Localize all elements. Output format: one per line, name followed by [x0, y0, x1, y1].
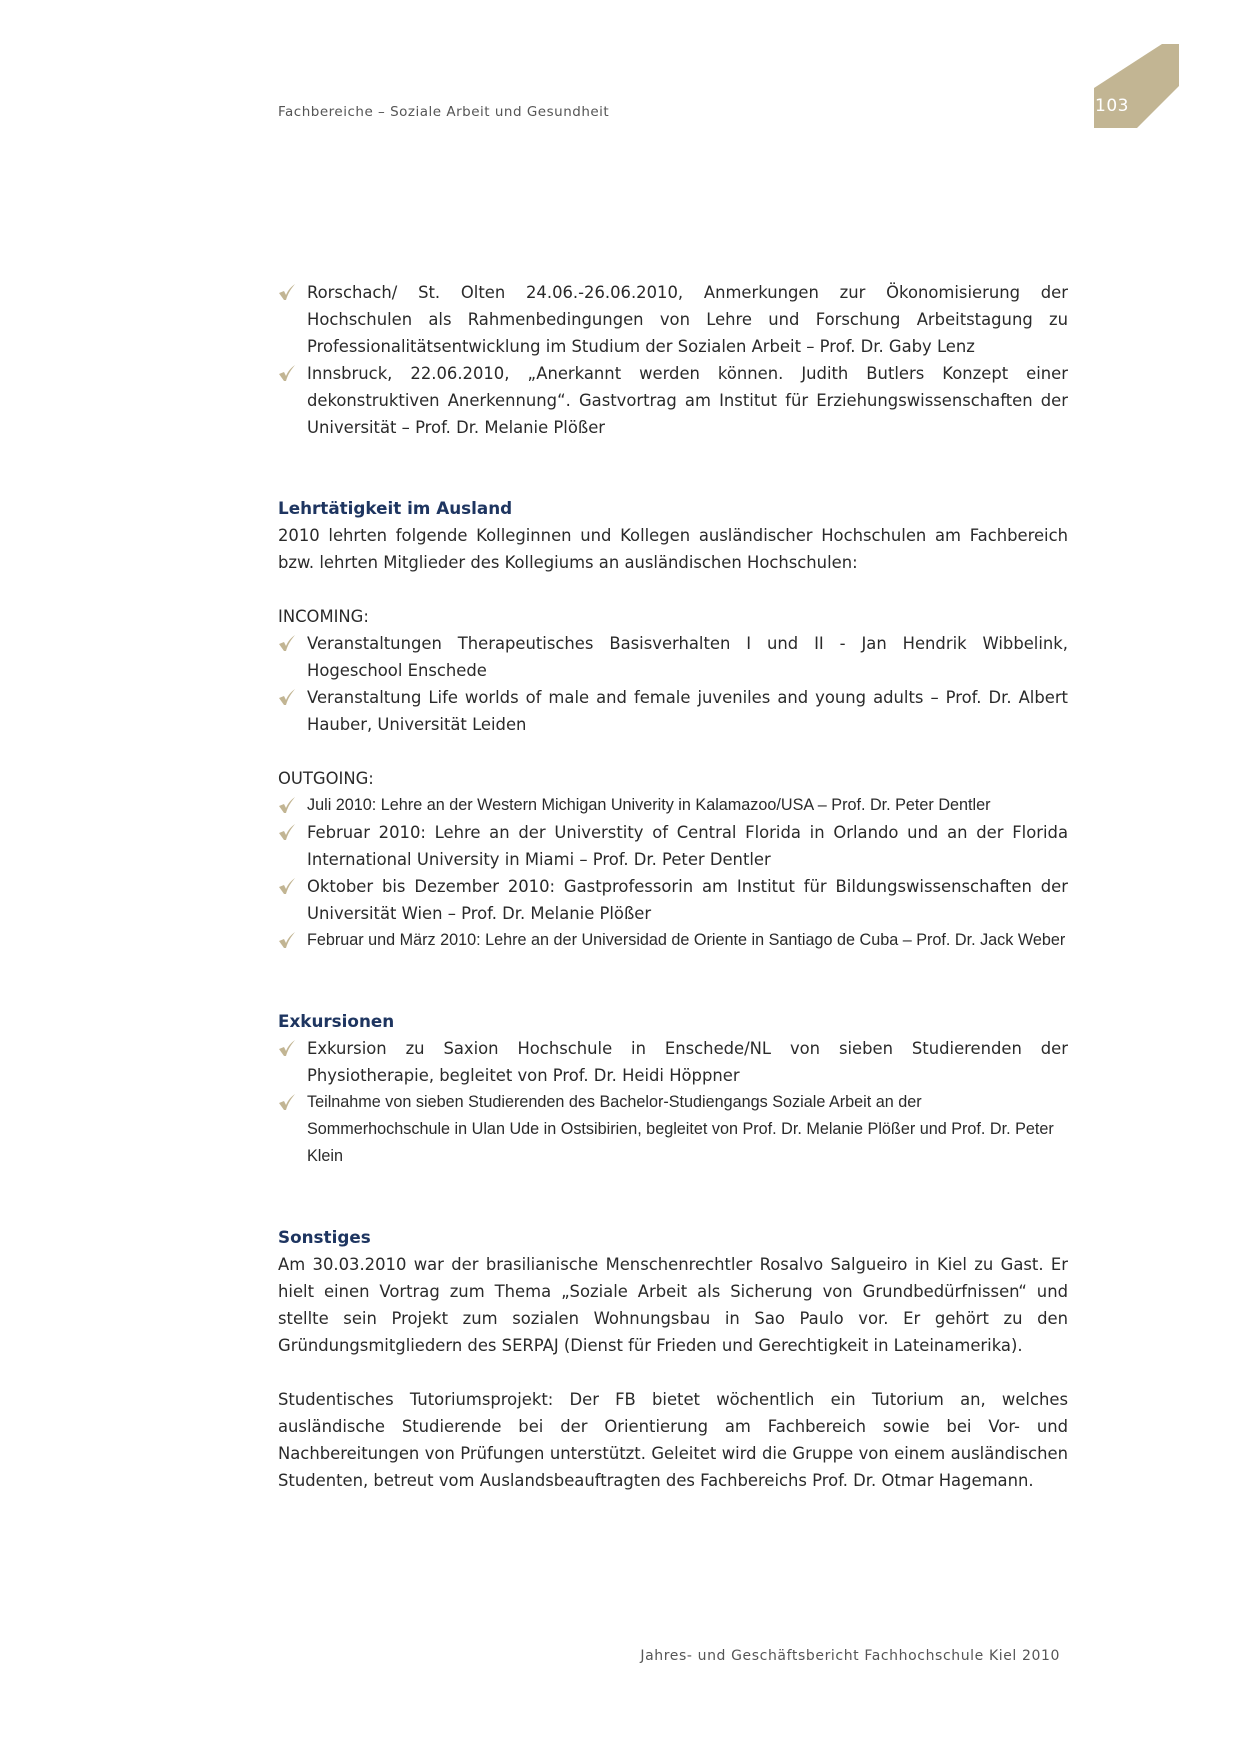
checkmark-bullet-icon [278, 1040, 295, 1056]
sonstiges-paragraph-1: Am 30.03.2010 war der brasilianische Menschenrechtler Rosalvo Salgueiro in Kiel zu Gast. Er hielt einen Vortrag zum Thema „Soziale Arbeit als Sicherung von Grundbedürfnissen“ und stellte sein Projekt zum sozialen Wohnungsbau in Sao Paulo vor. Er gehört zu den Gründungsmitgliedern des SERPAJ (Dienst für Frieden und Gerechtigkeit in Lateinamerika). [278, 1255, 1068, 1355]
list-item: Veranstaltungen Therapeutisches Basisverhalten I und II - Jan Hendrik Wibbelink, Hogeschool Enschede [278, 630, 1068, 684]
outgoing-list [278, 792, 1068, 954]
checkmark-bullet-icon [278, 284, 295, 300]
checkmark-bullet-icon [278, 932, 295, 948]
incoming-label: INCOMING: [278, 607, 369, 626]
list-item: Rorschach/ St. Olten 24.06.-26.06.2010, Anmerkungen zur Ökonomisierung der Hochschulen als Rahmenbedingungen von Lehre und Forschung Arbeitstagung zu Professionalitätsentwicklung im Studium der Sozialen Arbeit – Prof. Dr. Gaby Lenz [278, 279, 1068, 360]
page-footer: Jahres- und Geschäftsbericht Fachhochschule Kiel 2010 [640, 1648, 1060, 1664]
checkmark-bullet-icon [278, 635, 295, 651]
intro-list [278, 279, 1068, 441]
list-item: Februar und März 2010: Lehre an der Universidad de Oriente in Santiago de Cuba – Prof. Dr. Jack Weber [278, 927, 1068, 954]
checkmark-bullet-icon [278, 689, 295, 705]
incoming-list [278, 630, 1068, 738]
checkmark-bullet-icon [278, 878, 295, 894]
list-item: Februar 2010: Lehre an der Universtity of Central Florida in Orlando und an der Florida International University in Miami – Prof. Dr. Peter Dentler [278, 819, 1068, 873]
list-item: Innsbruck, 22.06.2010, „Anerkannt werden können. Judith Butlers Konzept einer dekonstruktiven Anerkennung“. Gastvortrag am Institut für Erziehungswissenschaften der Universität – Prof. Dr. Melanie Plößer [278, 360, 1068, 441]
exkursionen-list [278, 1035, 1068, 1170]
section-title-lehrtaetigkeit: Lehrtätigkeit im Ausland [278, 498, 513, 518]
list-item: Teilnahme von sieben Studierenden des Bachelor-Studiengangs Soziale Arbeit an der Sommerhochschule in Ulan Ude in Ostsibirien, begleitet von Prof. Dr. Melanie Plößer und Prof. Dr. Peter Klein [278, 1089, 1068, 1170]
section-title-sonstiges: Sonstiges [278, 1227, 371, 1247]
list-item: Juli 2010: Lehre an der Western Michigan Univerity in Kalamazoo/USA – Prof. Dr. Peter Dentler [278, 792, 1068, 819]
list-item: Exkursion zu Saxion Hochschule in Enschede/NL von sieben Studierenden der Physiotherapie, begleitet von Prof. Dr. Heidi Höppner [278, 1035, 1068, 1089]
outgoing-label: OUTGOING: [278, 769, 374, 788]
page-number: 103 [1095, 96, 1129, 116]
list-item: Veranstaltung Life worlds of male and female juveniles and young adults – Prof. Dr. Albert Hauber, Universität Leiden [278, 684, 1068, 738]
section-intro: 2010 lehrten folgende Kolleginnen und Kollegen ausländischer Hochschulen am Fachbereich bzw. lehrten Mitglieder des Kollegiums an ausländischen Hochschulen: [278, 526, 1068, 572]
list-item: Oktober bis Dezember 2010: Gastprofessorin am Institut für Bildungswissenschaften der Universität Wien – Prof. Dr. Melanie Plößer [278, 873, 1068, 927]
running-header: Fachbereiche – Soziale Arbeit und Gesundheit [278, 104, 610, 120]
sonstiges-paragraph-2: Studentisches Tutoriumsprojekt: Der FB bietet wöchentlich ein Tutorium an, welches ausländische Studierende bei der Orientierung am Fachbereich sowie bei Vor- und Nachbereitungen von Prüfungen unterstützt. Geleitet wird die Gruppe von einem ausländischen Studenten, betreut vom Auslandsbeauftragten des Fachbereichs Prof. Dr. Otmar Hagemann. [278, 1390, 1068, 1490]
checkmark-bullet-icon [278, 1094, 295, 1110]
checkmark-bullet-icon [278, 824, 295, 840]
checkmark-bullet-icon [278, 365, 295, 381]
checkmark-bullet-icon [278, 797, 295, 813]
page-content [278, 279, 1068, 1494]
section-title-exkursionen: Exkursionen [278, 1011, 395, 1031]
